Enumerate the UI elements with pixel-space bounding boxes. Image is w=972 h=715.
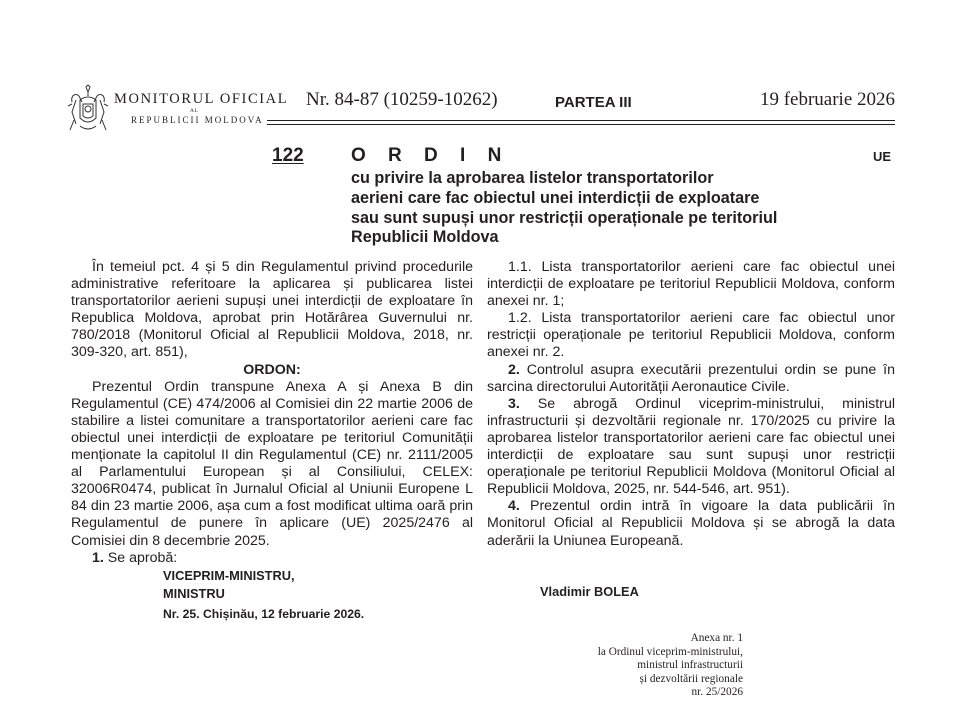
annex-note-line: și dezvoltării regionale — [639, 672, 743, 685]
publication-country: REPUBLICII MOLDOVA — [131, 115, 264, 125]
point-2-text: Controlul asupra executării prezentului ordin se pune în sarcina directorului Autorității Aeronautice Civile. — [487, 361, 895, 395]
annex-note-line: la Ordinul viceprim-ministrului, — [597, 645, 743, 658]
issue-date: 19 februarie 2026 — [759, 89, 895, 110]
annex-note — [598, 632, 743, 700]
point-3-number: 3. — [508, 395, 520, 412]
point-4-paragraph — [487, 498, 895, 549]
signatory-name: Vladimir BOLEA — [540, 584, 639, 599]
act-type: O R D I N — [351, 145, 510, 166]
act-title-line: cu privire la aprobarea listelor transportatorilor — [351, 169, 714, 187]
ordon-heading: ORDON: — [243, 361, 301, 378]
point-3-paragraph — [487, 396, 895, 499]
point-4-number: 4. — [508, 498, 520, 515]
body-column-right — [487, 259, 895, 550]
point-2-paragraph — [487, 362, 895, 396]
act-number: 122 — [272, 145, 304, 166]
point-3-text: Se abrogă Ordinul viceprim-ministrului, ministrul infrastructurii și dezvoltării regionale nr. 170/2025 cu privire la aprobarea listelor transportatorilor aerieni care fac obiectul unei interdicții de exploatare sau sunt supuși unor restricții operaționale pe teritoriul Republicii Moldova (Monitorul Oficial al Republicii Moldova, 2025, nr. 544-546, art. 951). — [487, 395, 895, 498]
point-2-number: 2. — [508, 361, 520, 378]
section-label: PARTEA III — [555, 94, 632, 111]
header-rule-bottom — [267, 124, 895, 125]
point-1-paragraph — [71, 550, 473, 567]
signatory-title — [163, 567, 295, 603]
point-1-number: 1. — [92, 549, 104, 566]
act-title-line: aerieni care fac obiectul unei interdicții de exploatare — [351, 188, 760, 207]
eu-badge: UE — [873, 149, 892, 164]
point-1-2-paragraph: 1.2. Lista transportatorilor aerieni care fac obiectul unor restricții operaționale pe teritoriul Republicii Moldova, conform anexei nr. 2. — [487, 310, 895, 361]
act-title-line: Republicii Moldova — [351, 228, 499, 247]
point-4-text: Prezentul ordin intră în vigoare la data publicării în Monitorul Oficial al Republicii Moldova și se abrogă la data aderării la Uniunea Europeană. — [487, 498, 895, 549]
act-title — [351, 169, 871, 248]
order-reference: Nr. 25. Chișinău, 12 februarie 2026. — [163, 607, 365, 621]
publication-name: MONITORUL OFICIAL — [114, 91, 289, 107]
act-title-line: sau sunt supuși unor restricții operaționale pe teritoriul — [351, 208, 778, 227]
annex-note-line: nr. 25/2026 — [691, 686, 743, 699]
transposition-paragraph: Prezentul Ordin transpune Anexa A și Anexa B din Regulamentul (CE) 474/2006 al Comisiei din 22 martie 2006 de stabilire a listei comunitare a transportatorilor aerieni care fac obiectul unei interdicții de exploatare pe teritoriul Comunității menționate la capitolul II din Regulamentul (CE) nr. 2111/2005 al Parlamentului European și al Consiliului, CELEX: 32006R0474, publicat în Jurnalul Oficial al Uniunii Europene L 84 din 23 martie 2006, așa cum a fost modificat ultima oară prin Regulamentul de punere în aplicare (UE) 2025/2476 al Comisiei din 8 decembrie 2025. — [71, 378, 473, 549]
body-column-left — [71, 259, 473, 567]
signatory-title-line: VICEPRIM-MINISTRU, — [163, 568, 295, 583]
moldova-coat-of-arms-icon — [66, 84, 110, 134]
signatory-title-line: MINISTRU — [163, 586, 225, 601]
issue-number: Nr. 84-87 (10259-10262) — [306, 89, 498, 110]
point-1-1-paragraph: 1.1. Lista transportatorilor aerieni care fac obiectul unei interdicții de exploatare pe teritoriul Republicii Moldova, conform anexei nr. 1; — [487, 259, 895, 310]
annex-note-line: ministrul infrastructurii — [637, 659, 743, 672]
header-rule-top — [267, 120, 895, 121]
point-1-text: Se aprobă: — [103, 549, 178, 566]
publication-name-connector: AL — [190, 108, 199, 114]
preamble-paragraph: În temeiul pct. 4 și 5 din Regulamentul privind procedurile administrative referitoare la aplicarea și publicarea listei transportatorilor aerieni supuși unei interdicții de exploatare în Republica Moldova, aprobat prin Hotărârea Guvernului nr. 780/2018 (Monitorul Oficial al Republicii Moldova, 2018, nr. 309-320, art. 851), — [71, 259, 473, 361]
annex-note-line: Anexa nr. 1 — [690, 632, 743, 644]
